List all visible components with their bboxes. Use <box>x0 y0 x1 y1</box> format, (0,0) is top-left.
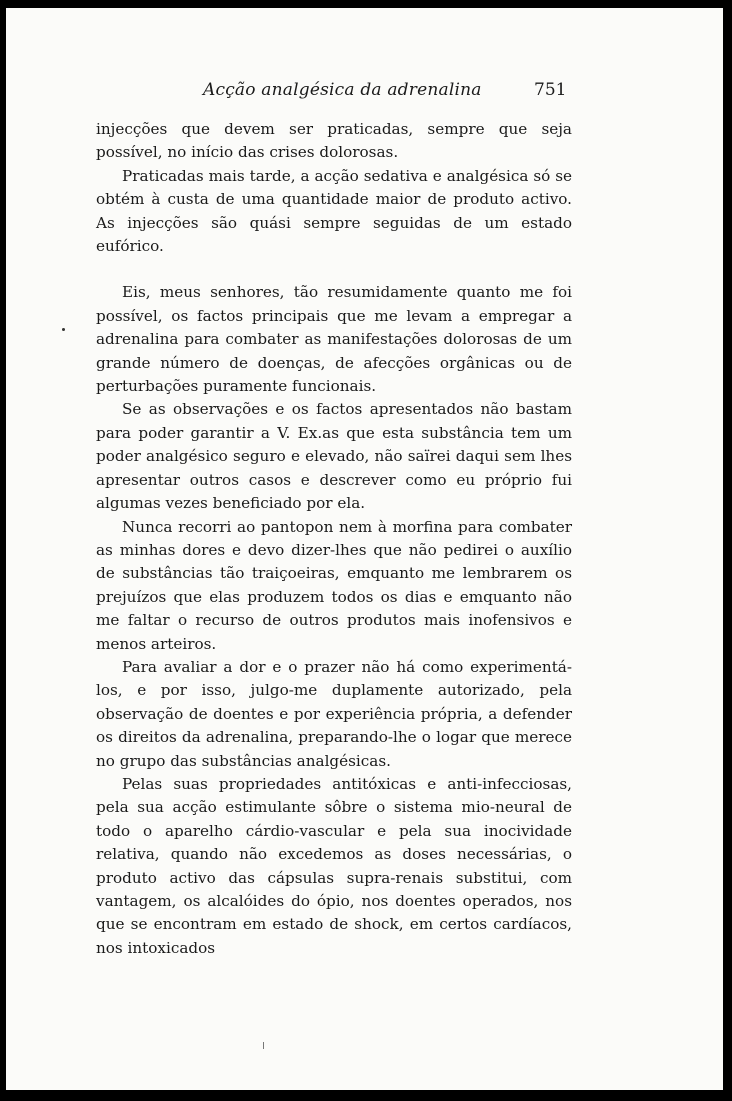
bottom-mark <box>263 1042 264 1049</box>
paragraph: Pelas suas propriedades antitóxicas e anti-infecciosas, pela sua acção estimulante sôbre o sistema mio-neural de todo o aparelho cárdio-vascular e pela sua inocividade relativa, quando não excedemos as doses necessárias, o produto activo das cápsulas supra-renais substitui, com vantagem, os alcalóides do ópio, nos doentes operados, nos que se encontram em estado de shock, em certos cardíacos, nos intoxicados <box>96 774 572 957</box>
running-head <box>6 80 723 106</box>
paragraph: Eis, meus senhores, tão resumidamente quanto me foi possível, os factos principais que me levam a empregar a adrenalina para combater as manifestações dolorosas de um grande número de doenças, de afecções orgânicas ou de perturbações puramente funcionais. <box>96 283 572 396</box>
paragraph: Nunca recorri ao pantopon nem à morfina para combater as minhas dores e devo dizer-lhes que não pedirei o auxílio de substâncias tão traiçoeiras, emquanto me lembrarem os prejuízos que elas produzem todos os dias e emquanto não me faltar o recurso de outros produtos mais inofensivos e menos arteiros. <box>96 517 572 653</box>
paragraph: Para avaliar a dor e o prazer não há como experimentá-los, e por isso, julgo-me duplamente autorizado, pela observação de doentes e por experiência própria, a defender os direitos da adrenalina, preparando-lhe o logar que merece no grupo das substâncias analgésicas. <box>96 657 572 770</box>
margin-mark <box>62 328 65 331</box>
running-title: Acção analgésica da adrenalina <box>203 80 482 100</box>
paragraph: Praticadas mais tarde, a acção sedativa e analgésica só se obtém à custa de uma quantidade maior de produto activo. As injecções são quási sempre seguidas de um estado eufórico. <box>96 166 572 256</box>
book-page <box>6 8 723 1090</box>
paragraph: injecções que devem ser praticadas, sempre que seja possível, no início das crises dolorosas. <box>96 120 572 162</box>
paragraph: Se as observações e os factos apresentados não bastam para poder garantir a V. Ex.as que esta substância tem um poder analgésico seguro e elevado, não saïrei daqui sem lhes apresentar outros casos e descrever como eu próprio fui algumas vezes beneficiado por ela. <box>96 400 572 513</box>
page-number: 751 <box>534 80 567 100</box>
body-text <box>96 118 572 960</box>
